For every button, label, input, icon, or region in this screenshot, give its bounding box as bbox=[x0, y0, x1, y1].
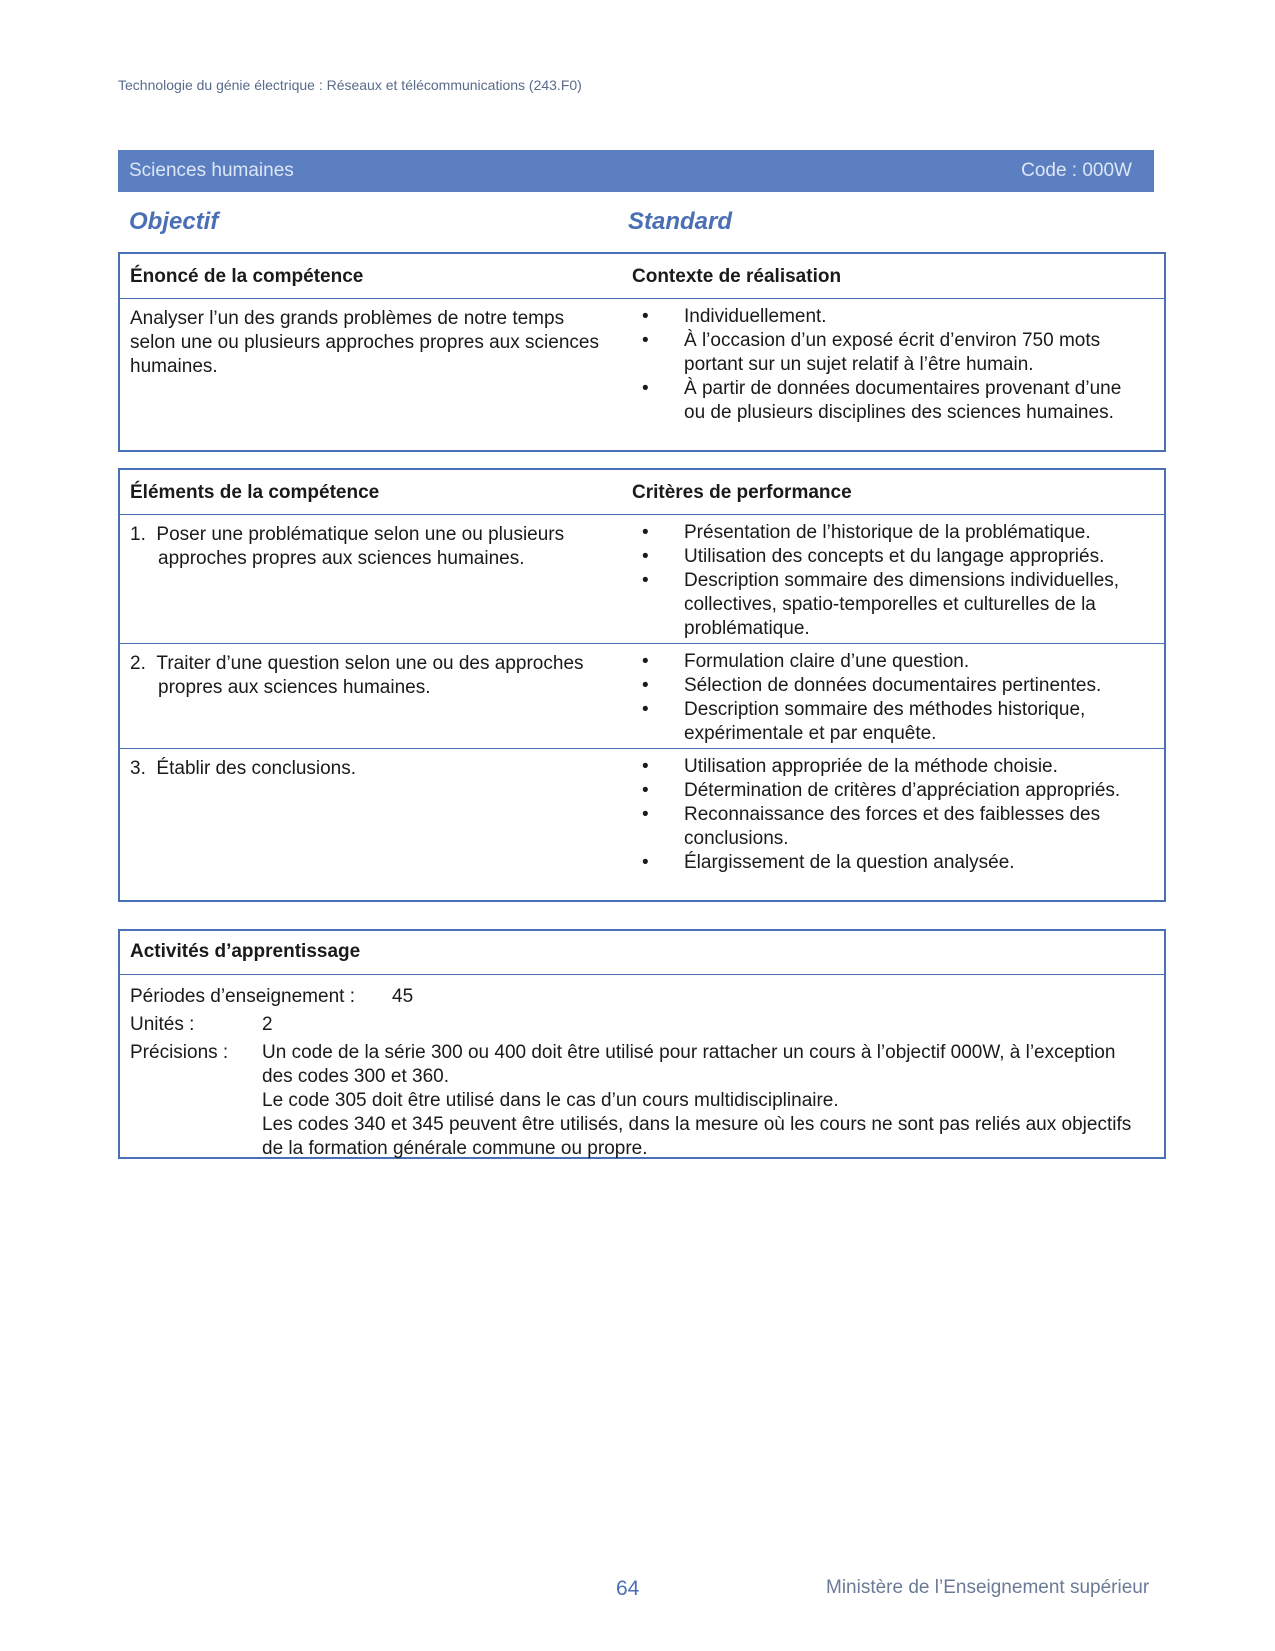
periods-value: 45 bbox=[392, 986, 414, 1007]
list-item: • Description sommaire des méthodes historique, expérimentale et par enquête. bbox=[640, 698, 1146, 746]
learning-activities-box bbox=[118, 929, 1166, 1159]
page-number: 64 bbox=[616, 1577, 640, 1600]
competency-table bbox=[118, 252, 1166, 452]
list-item: • Élargissement de la question analysée. bbox=[640, 851, 1146, 875]
list-item: • Sélection de données documentaires pertinentes. bbox=[640, 674, 1146, 698]
list-item: • Description sommaire des dimensions individuelles, collectives, spatio-temporelles et culturelles de la problématique. bbox=[640, 569, 1146, 641]
section-code: Code : 000W bbox=[1021, 160, 1132, 181]
list-item: • À l’occasion d’un exposé écrit d’environ 750 mots portant sur un sujet relatif à l’être humain. bbox=[640, 329, 1146, 377]
criteria-list bbox=[640, 755, 1146, 875]
element-row bbox=[120, 515, 1164, 644]
periods-label: Périodes d’enseignement : bbox=[130, 986, 355, 1007]
competency-statement: Analyser l’un des grands problèmes de notre temps selon une ou plusieurs approches propres aux sciences humaines. bbox=[130, 308, 599, 377]
list-item: • Présentation de l’historique de la problématique. bbox=[640, 521, 1146, 545]
elements-table bbox=[118, 468, 1166, 902]
element-text: 3. Établir des conclusions. bbox=[130, 758, 357, 779]
section-title: Sciences humaines bbox=[129, 160, 294, 181]
statement-header: Énoncé de la compétence bbox=[130, 266, 364, 287]
criteria-list bbox=[640, 650, 1146, 746]
element-text: 2. Traiter d’une question selon une ou des approches propres aux sciences humaines. bbox=[130, 653, 584, 698]
precision-item: Les codes 340 et 345 peuvent être utilisés, dans la mesure où les cours ne sont pas reliés aux objectifs de la formation générale commune ou propre. bbox=[262, 1114, 1132, 1159]
criteria-header: Critères de performance bbox=[632, 482, 852, 503]
list-item: • Utilisation des concepts et du langage appropriés. bbox=[640, 545, 1146, 569]
list-item: • Individuellement. bbox=[640, 305, 1146, 329]
precision-item: Le code 305 doit être utilisé dans le cas d’un cours multidisciplinaire. bbox=[262, 1090, 839, 1111]
section-title-bar bbox=[118, 150, 1154, 192]
element-text: 1. Poser une problématique selon une ou plusieurs approches propres aux sciences humaines. bbox=[130, 524, 565, 569]
document-header: Technologie du génie électrique : Réseaux et télécommunications (243.F0) bbox=[118, 77, 582, 93]
precision-item: Un code de la série 300 ou 400 doit être utilisé pour rattacher un cours à l’objectif 000W, à l’exception des codes 300 et 360. bbox=[262, 1042, 1116, 1087]
list-item: • Reconnaissance des forces et des faiblesses des conclusions. bbox=[640, 803, 1146, 851]
list-item: • Formulation claire d’une question. bbox=[640, 650, 1146, 674]
elements-header-row bbox=[120, 470, 1164, 515]
units-value: 2 bbox=[262, 1014, 273, 1035]
units-label: Unités : bbox=[130, 1014, 195, 1035]
elements-header: Éléments de la compétence bbox=[130, 482, 380, 503]
context-list bbox=[640, 305, 1146, 425]
precisions-text bbox=[262, 1041, 1142, 1161]
competency-header-row bbox=[120, 254, 1164, 299]
precisions-label: Précisions : bbox=[130, 1042, 229, 1063]
competency-row bbox=[120, 299, 1164, 449]
activities-title: Activités d’apprentissage bbox=[120, 931, 1164, 975]
context-header: Contexte de réalisation bbox=[632, 266, 842, 287]
standard-heading: Standard bbox=[628, 208, 733, 235]
footer-ministry: Ministère de l’Enseignement supérieur bbox=[826, 1577, 1150, 1598]
list-item: • Détermination de critères d’appréciation appropriés. bbox=[640, 779, 1146, 803]
element-row bbox=[120, 749, 1164, 901]
list-item: • À partir de données documentaires provenant d’une ou de plusieurs disciplines des sciences humaines. bbox=[640, 377, 1146, 425]
criteria-list bbox=[640, 521, 1146, 641]
objective-heading: Objectif bbox=[129, 208, 219, 235]
element-row bbox=[120, 644, 1164, 749]
list-item: • Utilisation appropriée de la méthode choisie. bbox=[640, 755, 1146, 779]
